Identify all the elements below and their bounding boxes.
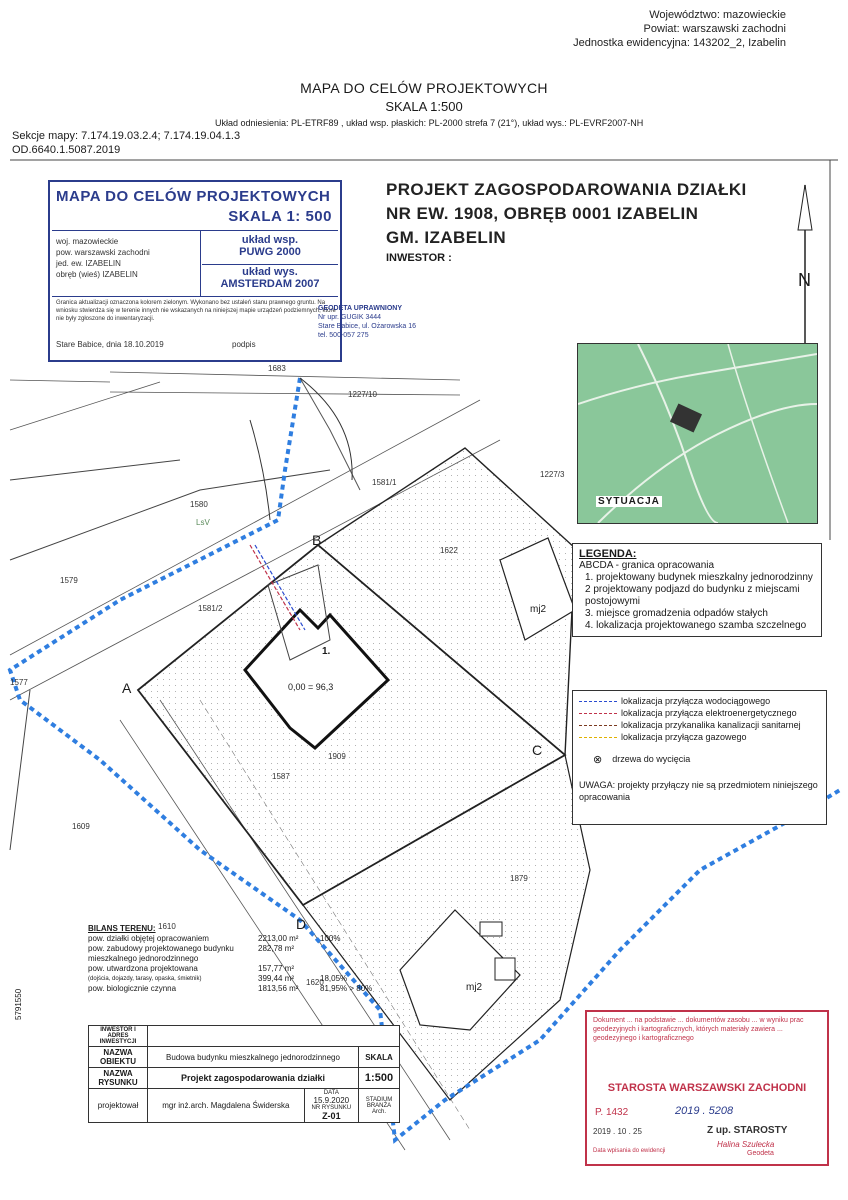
tb-date: 15.9.2020 bbox=[313, 1096, 350, 1105]
tb-branch: Arch. bbox=[371, 1108, 386, 1115]
land-balance-label: pow. działki objętej opracowaniem bbox=[88, 934, 209, 943]
legend-utility-label: lokalizacja przyłącza elektroenergetycznego bbox=[621, 708, 797, 718]
tb-drawing-name: Projekt zagospodarowania działki bbox=[148, 1068, 359, 1089]
legend-item: 1. projektowany budynek mieszkalny jednorodzinny bbox=[585, 572, 813, 583]
county-stamp-bottom: Data wpisania do ewidencji bbox=[593, 1148, 666, 1154]
land-balance-percent: 81,95% > 80% bbox=[320, 984, 373, 993]
surveyor-license: Nr upr. GUGIK 3444 bbox=[318, 314, 382, 321]
legend-utility-row bbox=[579, 719, 820, 731]
county-stamp-name: Halina Szulecka bbox=[717, 1140, 775, 1149]
parcel-label: 1909 bbox=[328, 752, 346, 761]
parcel-boundary bbox=[10, 470, 330, 560]
stamp-woj: woj. mazowieckie bbox=[56, 237, 119, 246]
situation-map bbox=[577, 343, 818, 524]
legend-item: 2 projektowany podjazd do budynku z miejscami postojowymi bbox=[585, 584, 800, 607]
neighbour-annex bbox=[495, 958, 515, 980]
gas-line-swatch bbox=[579, 737, 617, 738]
map-title: MAPA DO CELÓW PROJEKTOWYCH bbox=[300, 80, 548, 96]
land-balance-title: BILANS TERENU: bbox=[88, 924, 156, 933]
parcel-label: 1227/3 bbox=[540, 470, 565, 479]
legend-utility-row bbox=[579, 695, 820, 707]
tb-designer-label: projektował bbox=[89, 1089, 148, 1123]
legend-boundary: ABCDA - granica opracowania bbox=[579, 560, 715, 571]
parcel-label: 1581/1 bbox=[372, 478, 397, 487]
stamp-title: MAPA DO CELÓW PROJEKTOWYCH bbox=[56, 188, 331, 205]
legend-note: UWAGA: projekty przyłączy nie są przedmiotem niniejszego opracowania bbox=[579, 780, 818, 802]
surveyor-stamp bbox=[318, 304, 458, 340]
x-coordinate: 5791550 bbox=[14, 988, 23, 1020]
tb-author: mgr inż.arch. Magdalena Świderska bbox=[148, 1089, 305, 1123]
legend-trees-row bbox=[579, 753, 820, 765]
project-title-line3: GM. IZABELIN bbox=[386, 228, 507, 247]
map-stamp bbox=[48, 180, 342, 362]
parcel-label: 1581/2 bbox=[198, 604, 223, 613]
parcel-boundary bbox=[10, 460, 180, 480]
surveyor-title: GEODETA UPRAWNIONY bbox=[318, 305, 403, 312]
investor-label: INWESTOR : bbox=[386, 252, 452, 264]
stamp-signature: podpis bbox=[232, 340, 256, 349]
corner-d: D bbox=[296, 916, 307, 932]
land-balance-row bbox=[88, 934, 388, 944]
stamp-note: Granica aktualizacji oznaczona kolorem zielonym. Wykonano bez ustaleń stanu prawnego gruntu. Na wniosku stwierdza się w terenie innych nie wskazanych na niniejszej mapie urządzeń podziemnych, które nie były zgłoszone do inwentaryzacji. bbox=[56, 300, 336, 322]
land-balance-label: pow. zabudowy projektowanego budynku mieszkalnego jednorodzinnego bbox=[88, 944, 234, 963]
header-unit: Jednostka ewidencyjna: 143202_2, Izabelin bbox=[573, 37, 786, 49]
county-stamp-zup: Z up. STAROSTY bbox=[707, 1125, 788, 1136]
tb-stage-label: STADIUM bbox=[365, 1096, 393, 1103]
parcel-label: 1609 bbox=[72, 822, 90, 831]
surveyor-address: Stare Babice, ul. Ożarowska 16 bbox=[318, 323, 417, 330]
stamp-scale: SKALA 1: 500 bbox=[228, 208, 332, 225]
zero-level: 0,00 = 96,3 bbox=[288, 682, 334, 692]
land-balance-value: 1813,56 m² bbox=[258, 984, 299, 993]
county-stamp-date: 2019 . 10 . 25 bbox=[593, 1127, 642, 1136]
north-arrowhead bbox=[798, 185, 812, 230]
stamp-date: Stare Babice, dnia 18.10.2019 bbox=[56, 340, 164, 349]
legend-utility-label: lokalizacja przykanalika kanalizacji sanitarnej bbox=[621, 720, 801, 730]
utilities-legend bbox=[572, 690, 827, 825]
land-balance-value: 399,44 m² bbox=[258, 974, 295, 983]
north-label: N bbox=[798, 270, 811, 290]
county-stamp bbox=[585, 1010, 829, 1166]
sewer-line-swatch bbox=[579, 725, 617, 726]
land-balance-label: pow. utwardzona projektowana bbox=[88, 964, 198, 973]
county-stamp-text: Dokument ... na podstawie ... dokumentów zasobu ... w wyniku prac geodezyjnych i kartograficznych, których materiały zawiera ... geodezyjnego i kartograficznego bbox=[593, 1017, 804, 1042]
map-scale: SKALA 1:500 bbox=[385, 99, 463, 114]
land-balance-row bbox=[88, 984, 388, 994]
legend-utility-label: lokalizacja przyłącza wodociągowego bbox=[621, 696, 771, 706]
water-line-swatch bbox=[579, 701, 617, 702]
tb-scale-label: SKALA bbox=[359, 1047, 400, 1068]
parcel-label: 1879 bbox=[510, 874, 528, 883]
road-curve bbox=[250, 420, 270, 520]
tb-scale: 1:500 bbox=[359, 1068, 400, 1089]
stamp-height-label: układ wys. bbox=[242, 266, 298, 278]
stamp-height-system: AMSTERDAM 2007 bbox=[220, 278, 320, 290]
tree-removal-icon: ⊗ bbox=[593, 753, 603, 766]
land-balance-label: pow. biologicznie czynna bbox=[88, 984, 177, 993]
legend-trees-label: drzewa do wycięcia bbox=[612, 754, 691, 764]
land-use-label: LsV bbox=[196, 518, 210, 527]
land-balance-value: 2213,00 m² bbox=[258, 934, 299, 943]
project-title-line2: NR EW. 1908, OBRĘB 0001 IZABELIN bbox=[386, 204, 699, 223]
legend-utility-row bbox=[579, 707, 820, 719]
stamp-pow: pow. warszawski zachodni bbox=[56, 248, 150, 257]
map-sheets: Sekcje mapy: 7.174.19.03.2.4; 7.174.19.04.1.3 bbox=[12, 130, 241, 142]
parcel-label: 1622 bbox=[440, 546, 458, 555]
county-stamp-p-number: 2019 . 5208 bbox=[675, 1105, 734, 1117]
parcel-label: 1579 bbox=[60, 576, 78, 585]
reference-system: Układ odniesienia: PL-ETRF89 , układ wsp. płaskich: PL-2000 strefa 7 (21°), układ wys.: PL-EVRF2007-NH bbox=[215, 118, 644, 128]
corner-b: B bbox=[312, 532, 322, 548]
surveyor-phone: tel. 500-057 275 bbox=[318, 332, 369, 339]
legend-item: 3. miejsce gromadzenia odpadów stałych bbox=[585, 608, 768, 619]
land-balance bbox=[88, 924, 388, 994]
tb-date-label: DATA bbox=[323, 1090, 339, 1096]
tb-investor-label: INWESTOR I ADRES INWESTYCJI bbox=[89, 1026, 148, 1047]
tb-branch-label: BRANŻA bbox=[366, 1102, 392, 1109]
neighbour-annex bbox=[480, 922, 502, 936]
building-number: 1. bbox=[322, 646, 331, 657]
road-line bbox=[110, 392, 460, 395]
land-balance-percent: 18,05% bbox=[320, 974, 348, 983]
legend-utility-label: lokalizacja przyłącza gazowego bbox=[621, 732, 747, 742]
parcel-label: 1227/10 bbox=[348, 390, 377, 399]
parcel-label: 1580 bbox=[190, 500, 208, 509]
land-balance-value: 282,78 m² bbox=[258, 944, 295, 953]
land-balance-row bbox=[88, 964, 388, 974]
county-stamp-p-label: P. 1432 bbox=[595, 1107, 629, 1118]
parcel-label: 1577 bbox=[10, 678, 28, 687]
road-line bbox=[10, 382, 160, 430]
tb-drawing-label: NAZWA RYSUNKU bbox=[89, 1068, 148, 1089]
land-balance-percent: 100% bbox=[320, 934, 341, 943]
stamp-coord-system: PUWG 2000 bbox=[239, 246, 301, 258]
project-title-line1: PROJEKT ZAGOSPODAROWANIA DZIAŁKI bbox=[386, 180, 747, 199]
land-balance-label: (dojścia, dojazdy, tarasy, opaska, śmietnik) bbox=[88, 976, 202, 982]
mj2-label: mj2 bbox=[466, 982, 483, 993]
electric-line-swatch bbox=[579, 713, 617, 714]
legend-utility-row bbox=[579, 731, 820, 743]
corner-c: C bbox=[532, 742, 543, 758]
header-county: Powiat: warszawski zachodni bbox=[643, 23, 786, 35]
stamp-coord-label: układ wsp. bbox=[241, 234, 299, 246]
land-balance-value: 157,77 m² bbox=[258, 964, 295, 973]
parcel-label: 1683 bbox=[268, 364, 286, 373]
tb-drawing-no: Z-01 bbox=[322, 1111, 341, 1121]
land-balance-row bbox=[88, 944, 388, 964]
land-balance-row bbox=[88, 974, 388, 984]
legend-title: LEGENDA: bbox=[579, 548, 637, 560]
parcel-label: 1610 bbox=[158, 922, 176, 931]
parcel-boundary bbox=[10, 690, 30, 850]
mj2-label: mj2 bbox=[530, 604, 547, 615]
document-id: OD.6640.1.5087.2019 bbox=[12, 144, 121, 156]
stamp-jed: jed. ew. IZABELIN bbox=[56, 259, 121, 268]
county-stamp-office: STAROSTA WARSZAWSKI ZACHODNI bbox=[607, 1082, 807, 1094]
legend bbox=[572, 543, 822, 637]
road-line bbox=[110, 372, 460, 380]
legend-item: 4. lokalizacja projektowanego szamba szczelnego bbox=[585, 620, 807, 631]
title-block bbox=[88, 1025, 400, 1123]
stamp-obreb: obręb (wieś) IZABELIN bbox=[56, 270, 138, 279]
project-title bbox=[386, 178, 747, 264]
corner-a: A bbox=[122, 680, 132, 696]
parcel-label: 1620 bbox=[306, 978, 324, 987]
county-stamp-role: Geodeta bbox=[747, 1150, 774, 1157]
tb-object-label: NAZWA OBIEKTU bbox=[89, 1047, 148, 1068]
tb-drawing-no-label: NR RYSUNKU bbox=[311, 1105, 352, 1111]
situation-label: SYTUACJA bbox=[598, 496, 660, 507]
road-line bbox=[10, 380, 110, 382]
header-voivodeship: Województwo: mazowieckie bbox=[649, 9, 786, 21]
tb-object-name: Budowa budynku mieszkalnego jednorodzinnego bbox=[148, 1047, 359, 1068]
parcel-label: 1587 bbox=[272, 772, 290, 781]
